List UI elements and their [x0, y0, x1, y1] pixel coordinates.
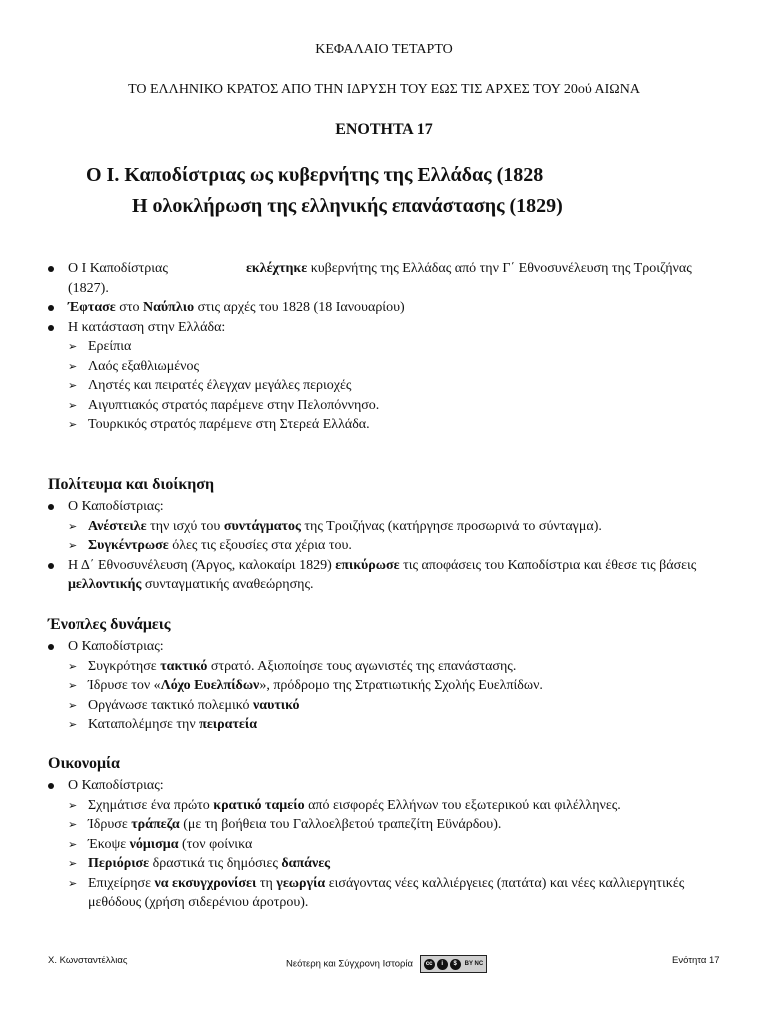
sub-list-item: ➢ Ερείπια: [48, 337, 728, 357]
sub-list-item: ➢ Έκοψε νόμισμα (τον φοίνικα: [48, 835, 728, 855]
arrow-bullet-icon: ➢: [68, 857, 78, 870]
bullet-icon: [48, 556, 54, 576]
oikonomia-list: [48, 776, 728, 913]
arrow-bullet-icon: ➢: [68, 418, 78, 431]
sub-list-item: ➢ Περιόρισε δραστικά τις δημόσιες δαπάνες: [48, 854, 728, 874]
footer-unit: Ενότητα 17: [672, 955, 720, 966]
section-heading-enoples: Ένοπλες δυνάμεις: [48, 616, 171, 633]
enoples-list: [48, 637, 728, 735]
list-item: Η Δ΄ Εθνοσυνέλευση (Άργος, καλοκαίρι 1829) επικύρωσε τις αποφάσεις του Καποδίστρια και έθεσε τις βάσεις μελλοντικής συνταγματικής αναθεώρησης.: [48, 556, 728, 595]
bullet-icon: [48, 259, 54, 279]
sub-list-item: ➢ Συγκέντρωσε όλες τις εξουσίες στα χέρια του.: [48, 536, 728, 556]
arrow-bullet-icon: ➢: [68, 837, 78, 851]
sub-list-item: ➢ Συγκρότησε τακτικό στρατό. Αξιοποίησε τους αγωνιστές της επανάστασης.: [48, 657, 728, 677]
sub-list-item: ➢ Ανέστειλε την ισχύ του συντάγματος της Τροιζήνας (κατήργησε προσωρινά το σύνταγμα).: [48, 517, 728, 537]
list-item: Ο Ι Καποδίστριας εκλέχτηκε κυβερνήτης της Ελλάδας από την Γ΄ Εθνοσυνέλευση της Τροιζήνας (1827).: [48, 259, 728, 298]
list-item: Ο Καποδίστριας:: [48, 497, 728, 517]
section-heading-politeuma: Πολίτευμα και διοίκηση: [48, 476, 215, 493]
footer-author: Χ. Κωνσταντέλλιας: [48, 955, 128, 966]
footer-course: [286, 955, 487, 973]
sub-list-item: ➢ Λαός εξαθλιωμένος: [48, 357, 728, 377]
arrow-bullet-icon: ➢: [68, 340, 78, 353]
sub-list-item: ➢ Οργάνωσε τακτικό πολεμικό ναυτικό: [48, 696, 728, 716]
chapter-heading: ΚΕΦΑΛΑΙΟ ΤΕΤΑΡΤΟ: [315, 42, 453, 57]
sub-list-item: ➢ Τουρκικός στρατός παρέμενε στη Στερεά Ελλάδα.: [48, 415, 728, 435]
bullet-icon: [48, 776, 54, 796]
intro-list: [48, 259, 728, 435]
arrow-bullet-icon: ➢: [68, 818, 78, 831]
list-item: Ο Καποδίστριας:: [48, 637, 728, 657]
sub-list-item: ➢ Αιγυπτιακός στρατός παρέμενε στην Πελοπόννησο.: [48, 396, 728, 416]
title-line-1: Ο Ι. Καποδίστριας ως κυβερνήτης της Ελλάδας (1828: [86, 164, 544, 186]
bullet-icon: [48, 497, 54, 517]
arrow-bullet-icon: ➢: [68, 718, 78, 731]
footer-course-label: Νεότερη και Σύγχρονη Ιστορία: [286, 958, 414, 970]
arrow-bullet-icon: ➢: [68, 359, 78, 373]
bullet-icon: [48, 637, 54, 657]
arrow-bullet-icon: ➢: [68, 379, 78, 392]
arrow-bullet-icon: ➢: [68, 798, 78, 812]
sub-list-item: ➢ Ίδρυσε τράπεζα (με τη βοήθεια του Γαλλοελβετού τραπεζίτη Εϋνάρδου).: [48, 815, 728, 835]
unit-heading: ΕΝΟΤΗΤΑ 17: [335, 121, 433, 138]
bullet-icon: [48, 318, 54, 338]
sub-list-item: ➢ Επιχείρησε να εκσυγχρονίσει τη γεωργία εισάγοντας νέες καλλιέργειες (πατάτα) και νέες καλλιεργητικές μεθόδους (χρήση σιδερένιου άροτρου).: [68, 875, 685, 910]
arrow-bullet-icon: ➢: [68, 659, 78, 673]
politeuma-list: [48, 497, 728, 595]
title-line-2: Η ολοκλήρωση της ελληνικής επανάστασης (1829): [132, 195, 563, 217]
sub-list-item: ➢ Ίδρυσε τον «Λόχο Ευελπίδων», πρόδρομο της Στρατιωτικής Σχολής Ευελπίδων.: [48, 676, 728, 696]
sub-list-item: ➢ Σχημάτισε ένα πρώτο κρατικό ταμείο από εισφορές Ελλήνων του εξωτερικού και φιλέλληνες.: [48, 796, 728, 816]
arrow-bullet-icon: ➢: [68, 519, 78, 533]
sub-list-item: ➢ Ληστές και πειρατές έλεγχαν μεγάλες περιοχές: [48, 376, 728, 396]
list-item: Η κατάσταση στην Ελλάδα:: [48, 318, 728, 338]
arrow-bullet-icon: ➢: [68, 539, 78, 552]
section-heading-oikonomia: Οικονομία: [48, 755, 120, 772]
arrow-bullet-icon: ➢: [68, 398, 78, 412]
bullet-icon: [48, 298, 54, 318]
list-item: Ο Καποδίστριας:: [48, 776, 728, 796]
chapter-subtitle: ΤΟ ΕΛΛΗΝΙΚΟ ΚΡΑΤΟΣ ΑΠΟ ΤΗΝ ΙΔΡΥΣΗ ΤΟΥ ΕΩΣ ΤΙΣ ΑΡΧΕΣ ΤΟΥ 20ού ΑΙΩΝΑ: [128, 82, 640, 97]
arrow-bullet-icon: ➢: [68, 698, 78, 712]
arrow-bullet-icon: ➢: [68, 679, 78, 692]
arrow-bullet-icon: ➢: [68, 876, 78, 890]
creative-commons-by-nc-icon: cc i $ BY NC: [420, 955, 488, 973]
sub-list-item: ➢ Καταπολέμησε την πειρατεία: [48, 715, 728, 735]
list-item: Έφτασε στο Ναύπλιο στις αρχές του 1828 (18 Ιανουαρίου): [48, 298, 728, 318]
